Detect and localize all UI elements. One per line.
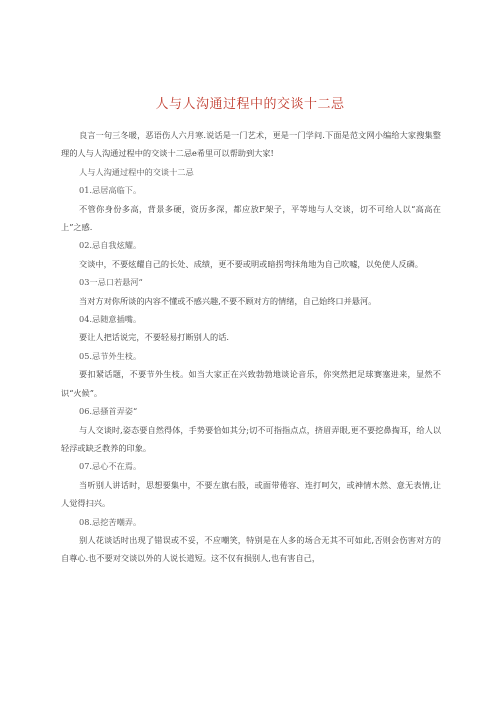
paragraph: 要扣紧话题，不要节外生枝。如当大家正在兴致勃勃地谈论音乐，你突然把足球赛塞进来，显然不识“火候”。 [61, 369, 441, 398]
document-body [61, 126, 441, 568]
section-heading: 04.忌随意插嘴。 [79, 314, 142, 325]
paragraph: 当听别人讲话时，思想要集中，不要左旗右股，或面带倦容、连打呵欠，或神情木然、意无表情,让人觉得扫兴。 [61, 479, 441, 509]
section-heading: 02.忌自我炫耀。 [79, 240, 142, 251]
section-heading: 06.忌搔首弄姿“ [79, 406, 138, 417]
section-heading: 07.忌心不在焉。 [79, 461, 142, 472]
section-heading: 人与人沟通过程中的交谈十二忌 [79, 166, 194, 177]
paragraph: 当对方对你所谈的内容不懂或不感兴趣,不要不顾对方的情绪，自己始终口并悬河。 [79, 295, 377, 306]
paragraph: 别人花谈话时出现了错误或不妥，不应嘲笑，特别是在人多的场合无其不可如此,否则会伤害对方的自尊心.也不要对交谈以外的人说长道短。这不仅有损别人,也有害自己， [61, 534, 441, 564]
paragraph: 不管你身份多高，背景多硬，资历多深，都应放F架子，平等地与人交谈，切不可给人以“高高在上”之感. [61, 203, 441, 233]
section-heading: 05.忌节外生枝。 [79, 350, 142, 361]
paragraph: 交谈中，不要炫耀自己的长处、成绩，更不要或明或暗拐弯抹角地为自己吹嘘，以免使人反磷。 [79, 258, 423, 269]
section-heading: 03一忌口若悬河“ [79, 277, 143, 288]
paragraph: 要让人把话说完，不要轻易打断别人的话. [79, 332, 229, 343]
section-heading: 08.忌挖苦嘲弄。 [79, 516, 142, 527]
paragraph: 与人交谈时,姿态要自然得体，手势要恰如其分;切不可指指点点，挤眉弄眼,更不要挖鼻掏耳，给人以轻浮或缺乏教养的印象。 [61, 424, 441, 453]
paragraph: 良言一句三冬暖，恶语伤人六月寒.说话是一门艺术，更是一门学问.下面是范文网小编给大家搜集整理的人与人沟通过程中的交谈十二忌e希里可以帮助到大家! [61, 130, 441, 159]
document-title: 人与人沟通过程中的交谈十二忌 [155, 97, 345, 112]
section-heading: 01.忌居高临下。 [79, 185, 142, 196]
